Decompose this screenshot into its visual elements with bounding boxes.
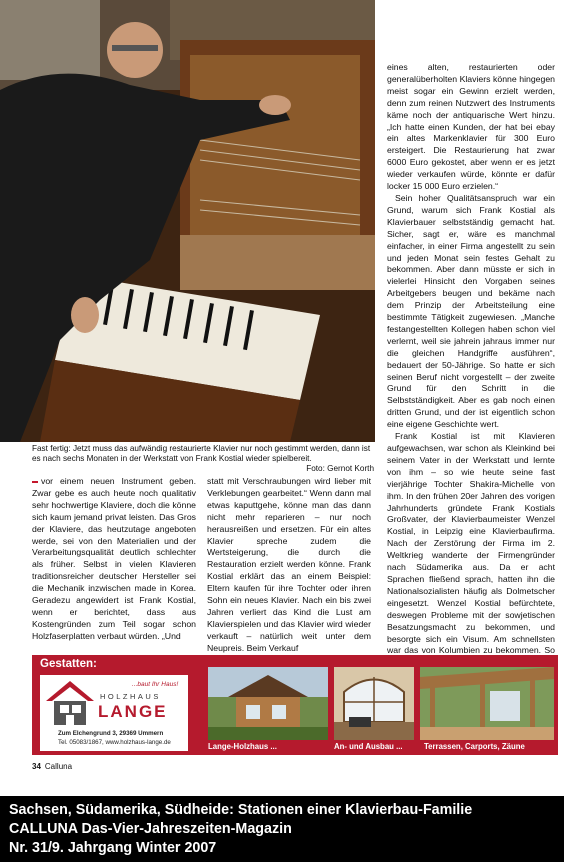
photo-caption xyxy=(32,444,374,474)
logo-box xyxy=(40,675,188,751)
column-2-text: statt mit Verschraubungen wird lieber mit Verklebungen gearbeitet.“ Wenn dann mal etwas kaputtgehe, könne man das dann nicht mehr reparieren – nur noch herausreißen und ersetzen. Für ein altes Klavier spreche zudem die Wertsteigerung, die durch die Restauration erzielt werden könne. Frank Kostial erklärt das an einem Beispiel: Eltern kaufen für ihre Tochter oder ihren Sohn ein neues Klavier. Nach ein bis zwei Jahren verliert das Kind die Lust am Klavierspielen und das Klavier wird wieder verkauft – natürlich weit unter dem Neupreis. Beim Verkauf xyxy=(207,476,371,653)
ad-caption-holzhaus: Lange-Holzhaus ... xyxy=(208,742,277,751)
ad-slogan: ...baut Ihr Haus! xyxy=(132,681,179,688)
page-number: 34 xyxy=(32,762,41,771)
banner-line-1: Sachsen, Südamerika, Südheide: Stationen einer Klavierbau-Familie xyxy=(9,802,473,818)
ad-caption-ausbau: An- und Ausbau ... xyxy=(334,742,403,751)
ad-caption-terrassen: Terrassen, Carports, Zäune xyxy=(424,742,525,751)
article-column-2 xyxy=(207,476,371,655)
article-column-1 xyxy=(32,476,196,643)
ad-image-terrace xyxy=(420,667,554,740)
ad-heading: Gestatten: xyxy=(40,658,97,670)
magazine-name-small: Calluna xyxy=(44,762,73,771)
source-banner xyxy=(0,796,564,862)
ad-image-interior xyxy=(334,667,414,740)
ad-address: Zum Elchengrund 3, 29369 Ummern xyxy=(58,730,164,737)
banner-line-3: Nr. 31/9. Jahrgang Winter 2007 xyxy=(9,840,217,856)
photo-credit: Foto: Gernot Korth xyxy=(306,464,374,473)
brand-holzhaus: HOLZHAUS xyxy=(100,692,161,701)
column-3-paragraph-2: Sein hoher Qualitätsanspruch war ein Grund, warum sich Frank Kostial als Klavierbauer selbstständig gemacht hat. Sicher, sagt er, wäre es manchmal einfacher, in einer Firma angestellt zu sein und jeden Monat sein festes Gehalt zu bekommen. Aber dann müsste er sich in vielerlei Hinsicht den Vorgaben seines Arbeitgebers beugen und bekäme nach dem Prinzip der Arbeitsteilung eine bestimmte Tätigkeit zugewiesen. „Manche festangestellten Kollegen haben schon viel verlernt, weil sie jahrein jahraus immer nur die gleichen Handgriffe ausführen“, bedauert der 50-Jährige. So hatte er sich seinen Beruf nicht vorgestellt – der zweite Grund für den Schritt in die Selbstständigkeit. Aber es gab noch einen dritten Grund, und der ist eigentlich schon eine eigene Geschichte wert. xyxy=(387,192,555,430)
brand-lange: LANGE xyxy=(98,702,168,721)
holzhaus-lange-advertisement[interactable] xyxy=(32,655,558,755)
piano-restoration-photo xyxy=(0,0,375,442)
ad-contact[interactable]: Tel. 05083/1867, www.holzhaus-lange.de xyxy=(58,739,171,746)
column-3-paragraph-3: Frank Kostial ist mit Klavieren aufgewachsen, war schon als Kleinkind bei seinem Vater in der Werkstatt und lernte von ihm – so wie heute seine fast vierjährige Tochter Shakira-Michelle von ihm. In den frühen 20er Jahren des vorigen Jahrhunderts gründete Frank Kostials Großvater, der Klavierbaumeister Wenzel Kostial, in Leipzig eine Klavierbaufirma. Nach der Zerstörung der Firma im 2. Weltkrieg wanderte der Firmengründer nach Südamerika aus. Da er acht Sprachen fließend sprach, hatten ihn die Nationalsozialisten häufig als Dolmetscher eingesetzt. Wenzel Kostial befürchtete, deswegen Probleme mit der sowjetischen Besatzungsmacht zu bekommen, und besorgte sich ein Visum. Am schnellsten war das von Kolumbien zu bekommen. So xyxy=(387,431,555,656)
house-logo-icon xyxy=(44,679,96,727)
banner-line-2: CALLUNA Das-Vier-Jahreszeiten-Magazin xyxy=(9,821,292,837)
ad-image-wooden-house xyxy=(208,667,328,740)
caption-text: Fast fertig: Jetzt muss das aufwändig restaurierte Klavier nur noch gestimmt werden, dann ist es nach sechs Monaten in der Werkstatt von Frank Kostial wieder spielbereit. xyxy=(32,444,371,463)
continuation-marker xyxy=(32,481,38,483)
column-3-paragraph-1: eines alten, restaurierten oder generalüberholten Klaviers könne hingegen meist sogar ein Gewinn erzielt werden, denn zum reinen Nutzwert des Instruments käme noch der antiquarische Wert hinzu. „Ich hatte einen Kunden, der hat bei ebay ein altes Markenklavier für 300 Euro ersteigert. Die Restaurierung hat zwar 6000 Euro gekostet, aber wenn er es jetzt wieder verkaufen würde, könnte er dafür locker 15 000 Euro erzielen.“ xyxy=(387,62,555,192)
article-column-3 xyxy=(387,62,555,669)
page-footer xyxy=(32,762,72,771)
column-1-text: vor einem neuen Instrument geben. Zwar gebe es auch heute noch qualitativ sehr hochwertige Klaviere, doch die könne sich kaum jemand privat leisten. Das Gros der Klaviere, das heutzutage angeboten werde, sei von den Materialien und der Verarbeitungsqualität deutlich schlechter als früher. Selbst in vielen Klavieren traditionsreicher deutscher Hersteller sei die Mechanik inzwischen made in Korea. Geradezu angewidert ist Frank Kostial, wenn er berichtet, dass aus Kostengründen zum Teil sogar schon Holzfaserplatten verbaut würden. „Und xyxy=(32,476,196,641)
